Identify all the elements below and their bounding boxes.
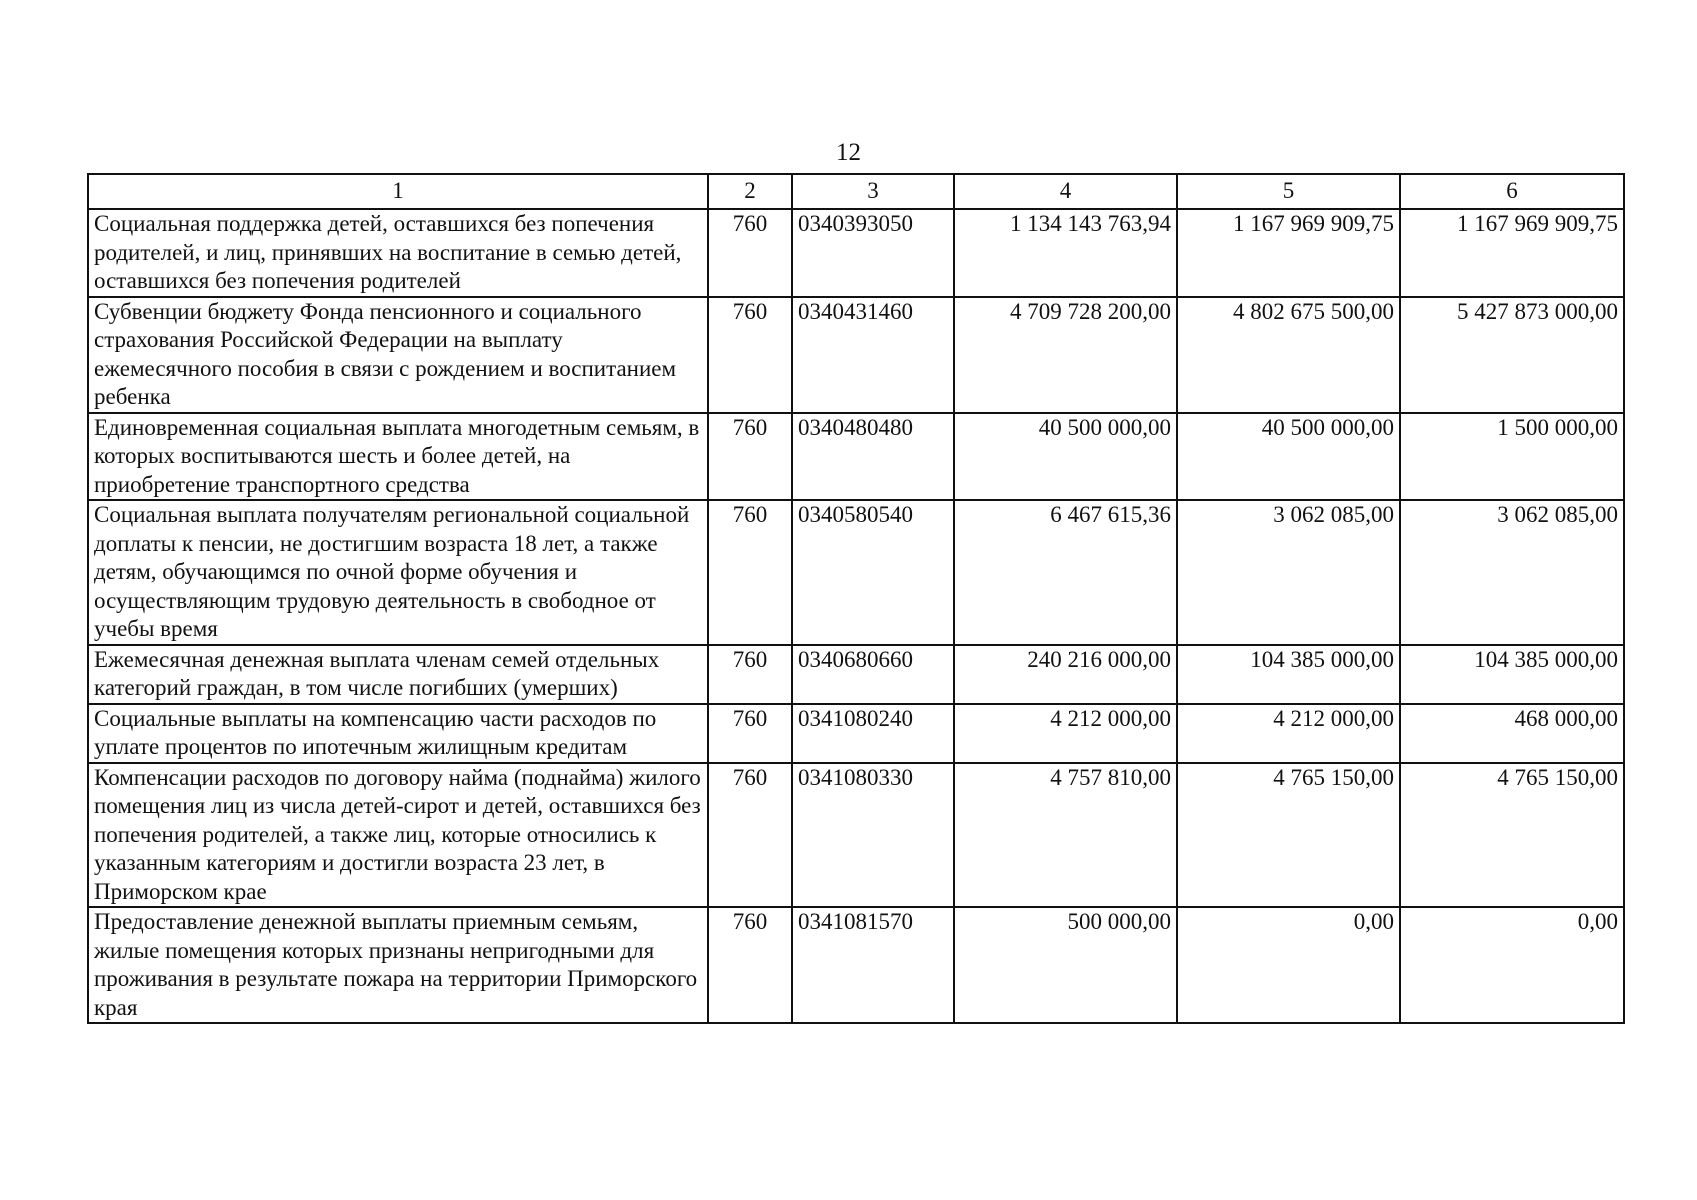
row-code: 760 xyxy=(708,209,792,297)
table-row xyxy=(88,297,1624,413)
table-body xyxy=(88,209,1624,1023)
row-value-col5: 3 062 085,00 xyxy=(1177,500,1400,645)
row-code: 760 xyxy=(708,907,792,1023)
header-row xyxy=(88,174,1624,209)
row-article: 0341080330 xyxy=(792,763,954,908)
row-article: 0340393050 xyxy=(792,209,954,297)
row-code: 760 xyxy=(708,500,792,645)
row-article: 0340431460 xyxy=(792,297,954,413)
row-article: 0340580540 xyxy=(792,500,954,645)
table-header xyxy=(88,174,1624,209)
table-row xyxy=(88,413,1624,501)
row-value-col4: 500 000,00 xyxy=(954,907,1177,1023)
column-header: 4 xyxy=(954,174,1177,209)
table-row xyxy=(88,209,1624,297)
row-value-col4: 1 134 143 763,94 xyxy=(954,209,1177,297)
row-value-col4: 6 467 615,36 xyxy=(954,500,1177,645)
column-header: 6 xyxy=(1400,174,1624,209)
row-value-col5: 4 212 000,00 xyxy=(1177,704,1400,763)
row-value-col6: 468 000,00 xyxy=(1400,704,1624,763)
row-article: 0340480480 xyxy=(792,413,954,501)
budget-table xyxy=(87,173,1625,1024)
row-name: Субвенции бюджету Фонда пенсионного и социального страхования Российской Федерации на выплату ежемесячного пособия в связи с рождением и воспитанием ребенка xyxy=(88,297,708,413)
row-value-col4: 4 212 000,00 xyxy=(954,704,1177,763)
column-header: 2 xyxy=(708,174,792,209)
row-value-col6: 1 500 000,00 xyxy=(1400,413,1624,501)
row-name: Социальная поддержка детей, оставшихся без попечения родителей, и лиц, принявших на воспитание в семью детей, оставшихся без попечения родителей xyxy=(88,209,708,297)
row-value-col5: 104 385 000,00 xyxy=(1177,645,1400,704)
row-value-col6: 104 385 000,00 xyxy=(1400,645,1624,704)
row-name: Социальная выплата получателям региональной социальной доплаты к пенсии, не достигшим возраста 18 лет, а также детям, обучающимся по очной форме обучения и осуществляющим трудовую деятельность в свободное от учебы время xyxy=(88,500,708,645)
row-value-col5: 40 500 000,00 xyxy=(1177,413,1400,501)
row-value-col5: 4 802 675 500,00 xyxy=(1177,297,1400,413)
table-row xyxy=(88,500,1624,645)
row-article: 0341080240 xyxy=(792,704,954,763)
column-header: 1 xyxy=(88,174,708,209)
row-code: 760 xyxy=(708,413,792,501)
row-value-col6: 4 765 150,00 xyxy=(1400,763,1624,908)
row-value-col4: 4 709 728 200,00 xyxy=(954,297,1177,413)
table-row xyxy=(88,704,1624,763)
row-name: Предоставление денежной выплаты приемным семьям, жилые помещения которых признаны непригодными для проживания в результате пожара на территории Приморского края xyxy=(88,907,708,1023)
page-number: 12 xyxy=(836,139,861,166)
row-article: 0340680660 xyxy=(792,645,954,704)
row-code: 760 xyxy=(708,297,792,413)
row-value-col6: 0,00 xyxy=(1400,907,1624,1023)
row-value-col5: 0,00 xyxy=(1177,907,1400,1023)
table-row xyxy=(88,645,1624,704)
column-header: 3 xyxy=(792,174,954,209)
row-name: Компенсации расходов по договору найма (поднайма) жилого помещения лиц из числа детей-сирот и детей, оставшихся без попечения родителей, а также лиц, которые относились к указанным категориям и достигли возраста 23 лет, в Приморском крае xyxy=(88,763,708,908)
row-value-col6: 3 062 085,00 xyxy=(1400,500,1624,645)
row-value-col5: 1 167 969 909,75 xyxy=(1177,209,1400,297)
row-article: 0341081570 xyxy=(792,907,954,1023)
row-code: 760 xyxy=(708,645,792,704)
row-value-col6: 5 427 873 000,00 xyxy=(1400,297,1624,413)
row-value-col4: 40 500 000,00 xyxy=(954,413,1177,501)
row-value-col4: 4 757 810,00 xyxy=(954,763,1177,908)
column-header: 5 xyxy=(1177,174,1400,209)
table-row xyxy=(88,907,1624,1023)
row-name: Социальные выплаты на компенсацию части расходов по уплате процентов по ипотечным жилищным кредитам xyxy=(88,704,708,763)
row-value-col5: 4 765 150,00 xyxy=(1177,763,1400,908)
row-value-col6: 1 167 969 909,75 xyxy=(1400,209,1624,297)
row-code: 760 xyxy=(708,763,792,908)
table-row xyxy=(88,763,1624,908)
row-name: Единовременная социальная выплата многодетным семьям, в которых воспитываются шесть и более детей, на приобретение транспортного средства xyxy=(88,413,708,501)
row-code: 760 xyxy=(708,704,792,763)
row-value-col4: 240 216 000,00 xyxy=(954,645,1177,704)
row-name: Ежемесячная денежная выплата членам семей отдельных категорий граждан, в том числе погибших (умерших) xyxy=(88,645,708,704)
